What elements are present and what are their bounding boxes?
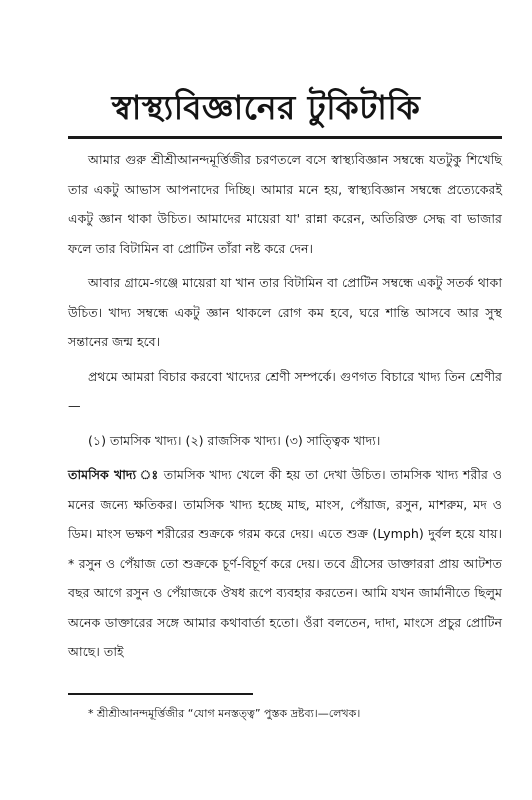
body-text xyxy=(68,145,502,672)
section-heading: তামসিক খাদ্য ঃ xyxy=(68,467,159,482)
paragraph: আবার গ্রামে-গঞ্জে মায়েরা যা খান তার বিটামিন বা প্রোটিন সম্বন্ধে একটু সতর্ক থাকা উচিত। খাদ্য সম্বন্ধে একটু জ্ঞান থাকলে রোগ কম হবে, ঘরে শান্তি আসবে আর সুস্থ সন্তানের জন্ম হবে। xyxy=(68,275,502,349)
title-underline xyxy=(68,136,502,139)
food-classes-line: (১) তামসিক খাদ্য। (২) রাজসিক খাদ্য। (৩) সাত্ত্বিক খাদ্য। xyxy=(88,432,381,448)
paragraph: প্রথমে আমরা বিচার করবো খাদ্যের শ্রেণী সম্পর্কে। গুণগত বিচারে খাদ্য তিন শ্রেণীর— xyxy=(68,368,502,413)
footnote-rule xyxy=(68,693,253,695)
page-title: স্বাস্থ্যবিজ্ঞানের টুকিটাকি xyxy=(111,88,421,127)
section-text: তামসিক খাদ্য খেলে কী হয় তা দেখা উচিত। তামসিক খাদ্য শরীর ও মনের জন্যে ক্ষতিকর। তামসিক খাদ্য হচ্ছে মাছ, মাংস, পেঁয়াজ, রসুন, মাশরুম, মদ ও ডিম। মাংস ভক্ষণ শরীরের শুক্রকে গরম করে দেয়। এতে শুক্র (Lymph) দুর্বল হয়ে যায়।* রসুন ও পেঁয়াজ তো শুক্রকে চূর্ণ-বিচূর্ণ করে দেয়। তবে গ্রীসের ডাক্তাররা প্রায় আটশত বছর আগে রসুন ও পেঁয়াজকে ঔষধ রূপে ব্যবহার করতেন। আমি যখন জার্মানীতে ছিলুম অনেক ডাক্তারের সঙ্গে আমার কথাবার্তা হতো। ওঁরা বলতেন, দাদা, মাংসে প্রচুর প্রোটিন আছে। তাই xyxy=(68,467,502,659)
section-paragraph xyxy=(68,460,502,667)
paragraph: আমার গুরু শ্রীশ্রীআনন্দমূর্ত্তিজীর চরণতলে বসে স্বাস্থ্যবিজ্ঞান সম্বন্ধে যতটুকু শিখেছি তার একটু আভাস আপনাদের দিচ্ছি। আমার মনে হয়, স্বাস্থ্যবিজ্ঞান সম্বন্ধে প্রত্যেকেরই একটু জ্ঞান থাকা উচিত। আমাদের মায়েরা যা' রান্না করেন, অতিরিক্ত সেদ্ধ বা ভাজার ফলে তার বিটামিন বা প্রোটিন তাঁরা নষ্ট করে দেন। xyxy=(68,152,502,256)
footnote: * শ্রীশ্রীআনন্দমূর্ত্তিজীর “যোগ মনস্তত্ত্ব” পুস্তক দ্রষ্টব্য।—লেখক। xyxy=(88,707,361,720)
